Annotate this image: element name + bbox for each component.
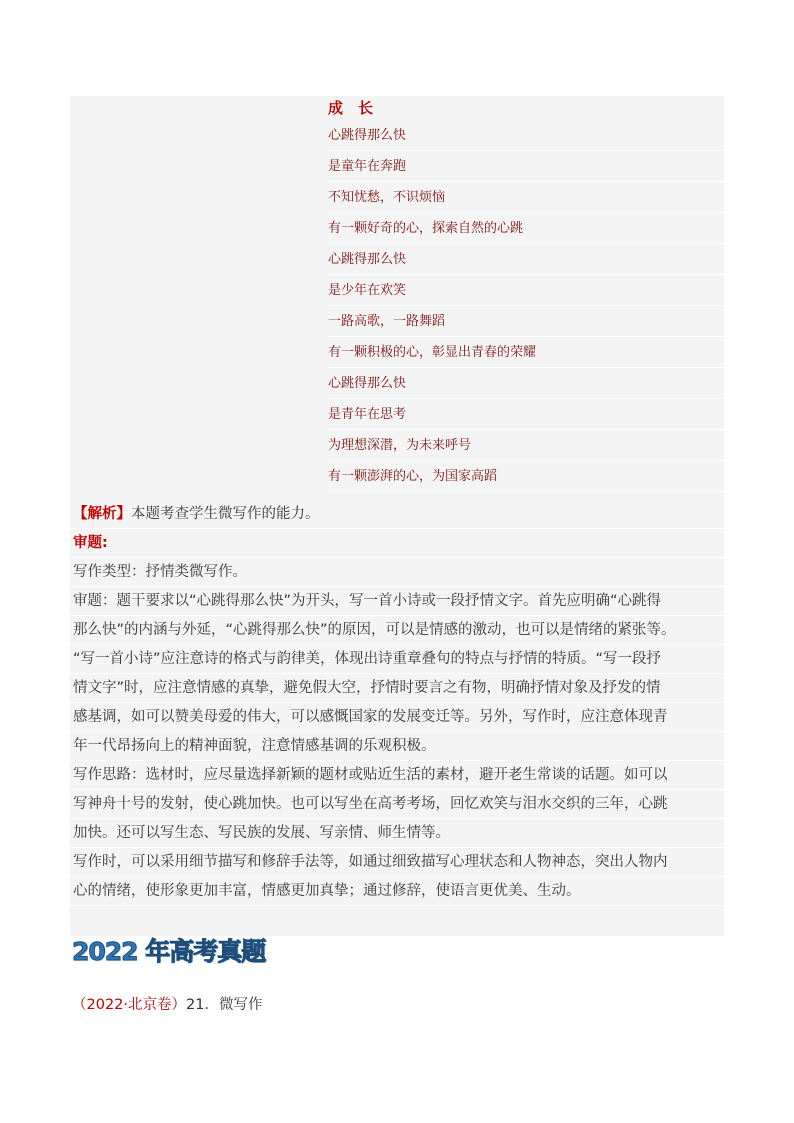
poem [328, 96, 724, 492]
poem-line: 为理想深潜，为未来呼号 [328, 430, 724, 461]
analysis-line: 写作思路：选材时，应尽量选择新颖的题材或贴近生活的素材，避开老生常谈的话题。如可以 [70, 761, 724, 790]
analysis-line: 情文字”时，应注意情感的真挚，避免假大空，抒情时要言之有物，明确抒情对象及抒发的情 [70, 674, 724, 703]
poem-title: 成 长 [328, 99, 374, 117]
analysis-line: 心的情绪，使形象更加丰富，情感更加真挚；通过修辞，使语言更优美、生动。 [70, 877, 724, 906]
analysis-intro-text: 本题考查学生微写作的能力。 [131, 506, 320, 522]
source-tag: （2022·北京卷） [72, 997, 187, 1013]
analysis-line: 年一代昂扬向上的精神面貌，注意情感基调的乐观积极。 [70, 732, 724, 761]
question-source [72, 993, 262, 1014]
analysis-line: 写作时，可以采用细节描写和修辞手法等，如通过细致描写心理状态和人物神态，突出人物内 [70, 848, 724, 877]
poem-line: 有一颗澎湃的心，为国家高蹈 [328, 461, 724, 492]
poem-line: 有一颗积极的心，彰显出青春的荣耀 [328, 337, 724, 368]
analysis-section [70, 500, 724, 906]
analysis-line: 写神舟十号的发射，使心跳加快。也可以写坐在高考考场，回忆欢笑与泪水交织的三年，心跳 [70, 790, 724, 819]
analysis-line: 写作类型：抒情类微写作。 [70, 558, 724, 587]
poem-line: 是青年在思考 [328, 399, 724, 430]
analysis-tag: 【解析】 [73, 506, 131, 522]
analysis-intro [70, 500, 724, 529]
poem-line: 心跳得那么快 [328, 120, 724, 151]
poem-line: 心跳得那么快 [328, 244, 724, 275]
poem-line: 有一颗好奇的心，探索自然的心跳 [328, 213, 724, 244]
analysis-line: 那么快”的内涵与外延，“心跳得那么快”的原因，可以是情感的激动，也可以是情绪的紧张等。 [70, 616, 724, 645]
analysis-line: 加快。还可以写生态、写民族的发展、写亲情、师生情等。 [70, 819, 724, 848]
analysis-line: “写一首小诗”应注意诗的格式与韵律美，体现出诗重章叠句的特点与抒情的特质。“写一段抒 [70, 645, 724, 674]
poem-line: 不知忧愁，不识烦恼 [328, 182, 724, 213]
poem-line: 一路高歌，一路舞蹈 [328, 306, 724, 337]
section-heading: 2022 年高考真题 [72, 937, 266, 966]
poem-line: 心跳得那么快 [328, 368, 724, 399]
question-number: 21．微写作 [186, 997, 263, 1013]
poem-line: 是少年在欢笑 [328, 275, 724, 306]
analysis-line: 审题：题干要求以“心跳得那么快”为开头，写一首小诗或一段抒情文字。首先应明确“心跳得 [70, 587, 724, 616]
section-title: 审题: [70, 529, 724, 558]
analysis-line: 感基调，如可以赞美母爱的伟大，可以感慨国家的发展变迁等。另外，写作时，应注意体现青 [70, 703, 724, 732]
poem-line: 是童年在奔跑 [328, 151, 724, 182]
